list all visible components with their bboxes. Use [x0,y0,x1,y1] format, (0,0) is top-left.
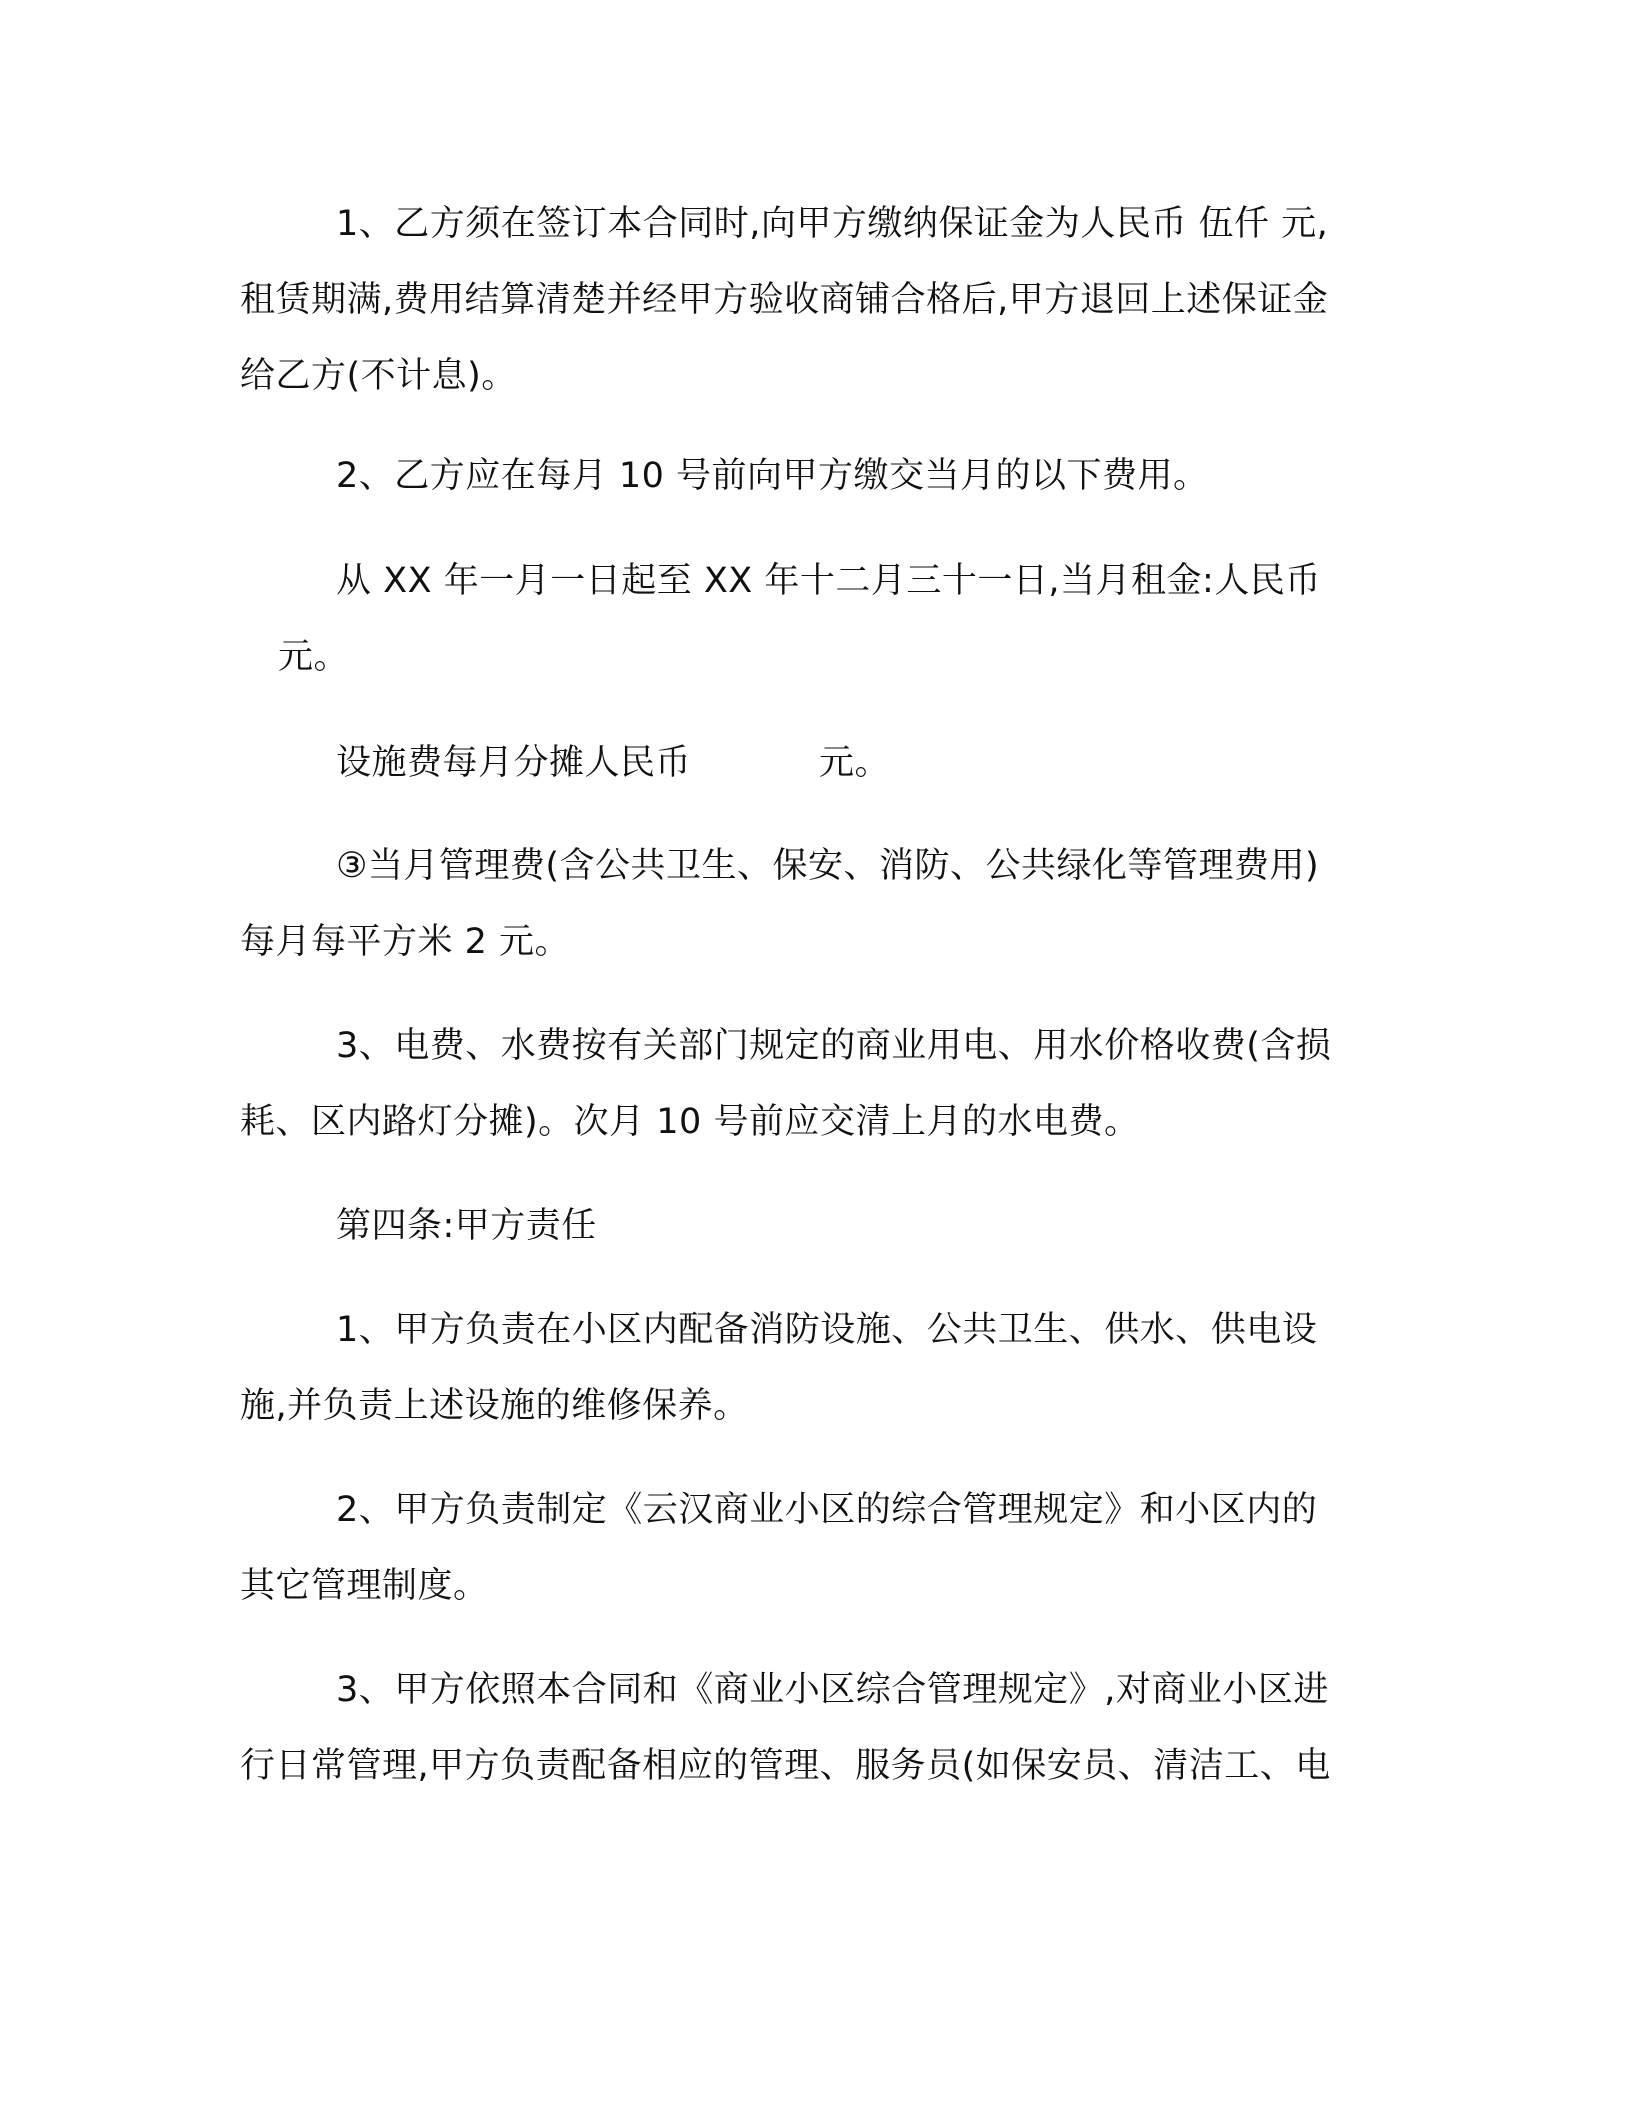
paragraph-line: 每月每平方米 2 元。 [240,922,571,962]
paragraph-line: 2、甲方负责制定《云汉商业小区的综合管理规定》和小区内的 [336,1490,1318,1530]
clause-monthly-fees [240,438,1390,514]
paragraph-line: 租赁期满,费用结算清楚并经甲方验收商铺合格后,甲方退回上述保证金 [240,280,1329,320]
clause-deposit [240,186,1390,414]
paragraph-line: 1、乙方须在签订本合同时,向甲方缴纳保证金为人民币 伍仟 元, [336,204,1329,244]
paragraph-line: 从 XX 年一月一日起至 XX 年十二月三十一日,当月租金:人民币 [336,561,1321,601]
clause-facility-fee [240,725,1390,801]
section-title: 第四条:甲方责任 [336,1206,597,1246]
paragraph-line: 3、电费、水费按有关部门规定的商业用电、用水价格收费(含损 [336,1026,1332,1066]
clause-utilities [240,1008,1390,1160]
paragraph-line: 施,并负责上述设施的维修保养。 [240,1386,749,1426]
paragraph-line: ③当月管理费(含公共卫生、保安、消防、公共绿化等管理费用) [336,846,1320,886]
paragraph-line: 元。 [278,637,350,677]
clause-party-a-duty-2 [240,1472,1390,1624]
paragraph-line: 2、乙方应在每月 10 号前向甲方缴交当月的以下费用。 [336,456,1209,496]
paragraph-line: 耗、区内路灯分摊)。次月 10 号前应交清上月的水电费。 [240,1102,1140,1142]
clause-party-a-duty-1 [240,1292,1390,1444]
paragraph-line: 1、甲方负责在小区内配备消防设施、公共卫生、供水、供电设 [336,1310,1318,1350]
paragraph-line: 行日常管理,甲方负责配备相应的管理、服务员(如保安员、清洁工、电 [240,1746,1331,1786]
paragraph-line: 给乙方(不计息)。 [240,356,517,396]
paragraph-line: 3、甲方依照本合同和《商业小区综合管理规定》,对商业小区进 [336,1670,1329,1710]
section-heading [240,1188,1390,1264]
clause-rent [240,543,1390,695]
clause-party-a-duty-3 [240,1652,1390,1804]
paragraph-line: 其它管理制度。 [240,1566,489,1606]
facility-fee-label: 设施费每月分摊人民币 [336,743,692,783]
facility-fee-unit: 元。 [819,743,891,783]
clause-management-fee [240,828,1390,980]
paragraph-line [240,725,1390,801]
